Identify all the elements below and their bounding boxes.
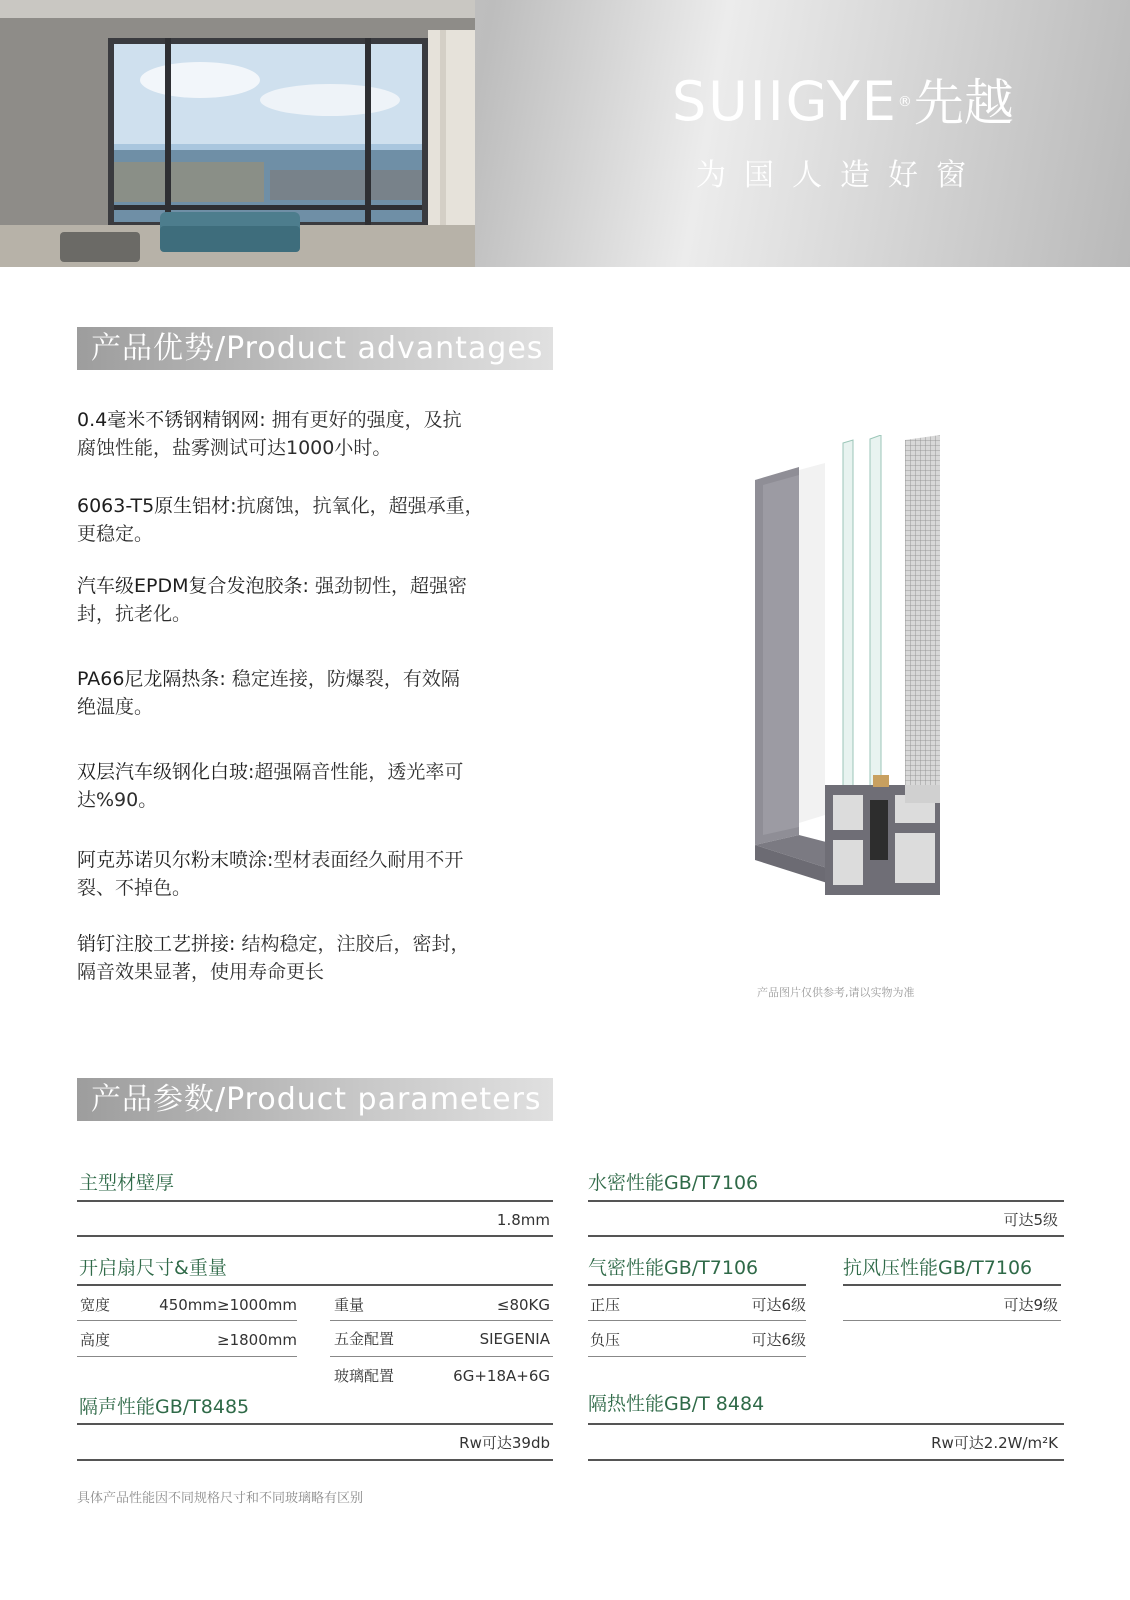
advantage-item bbox=[77, 492, 547, 548]
positive-pressure-value: 可达6级 bbox=[751, 1296, 806, 1314]
advantage-desc: 稳定连接，防爆裂，有效隔 bbox=[231, 668, 460, 690]
thermal-insulation-value: Rw可达2.2W/m²K bbox=[931, 1434, 1058, 1452]
wall-thickness-value: 1.8mm bbox=[496, 1211, 550, 1229]
hardware-label: 五金配置 bbox=[334, 1330, 395, 1348]
divider bbox=[77, 1423, 553, 1425]
advantage-desc-cont: 更稳定。 bbox=[77, 523, 154, 545]
divider bbox=[588, 1284, 806, 1286]
advantage-desc-cont: 隔音效果显著，使用寿命更长 bbox=[77, 961, 325, 983]
advantage-item bbox=[77, 758, 547, 814]
divider bbox=[330, 1320, 553, 1321]
negative-pressure-value: 可达6级 bbox=[751, 1331, 806, 1349]
sash-width-label: 宽度 bbox=[80, 1296, 111, 1314]
advantage-title: PA66尼龙隔热条: bbox=[77, 668, 226, 690]
divider bbox=[77, 1320, 297, 1321]
advantage-title: 双层汽车级钢化白玻: bbox=[77, 761, 255, 783]
image-caption: 产品图片仅供参考,请以实物为准 bbox=[757, 986, 915, 999]
divider bbox=[588, 1200, 1064, 1202]
divider bbox=[77, 1459, 553, 1461]
advantage-item bbox=[77, 846, 547, 902]
wall-thickness-label: 主型材壁厚 bbox=[79, 1172, 175, 1194]
advantage-title: 阿克苏诺贝尔粉末喷涂: bbox=[77, 849, 274, 871]
divider bbox=[588, 1235, 1064, 1237]
parameters-heading: 产品参数/Product parameters bbox=[77, 1078, 553, 1121]
advantage-desc: 超强隔音性能，透光率可 bbox=[254, 761, 464, 783]
advantage-item bbox=[77, 406, 547, 462]
hardware-value: SIEGENIA bbox=[479, 1330, 550, 1348]
water-tightness-label: 水密性能GB/T7106 bbox=[588, 1172, 759, 1194]
divider bbox=[77, 1200, 553, 1202]
divider bbox=[330, 1356, 553, 1357]
advantage-item bbox=[77, 665, 547, 721]
divider bbox=[77, 1235, 553, 1237]
glass-value: 6G+18A+6G bbox=[453, 1367, 550, 1385]
wind-pressure-label: 抗风压性能GB/T7106 bbox=[843, 1257, 1033, 1279]
advantage-desc: 拥有更好的强度，及抗 bbox=[271, 409, 462, 431]
advantage-title: 0.4毫米不锈钢精钢网: bbox=[77, 409, 266, 431]
advantage-title: 销钉注胶工艺拼接: bbox=[77, 933, 236, 955]
positive-pressure-label: 正压 bbox=[590, 1296, 621, 1314]
sound-insulation-value: Rw可达39db bbox=[459, 1434, 550, 1452]
wind-pressure-value: 可达9级 bbox=[1003, 1296, 1058, 1314]
divider bbox=[588, 1320, 806, 1321]
divider bbox=[77, 1284, 553, 1286]
divider bbox=[588, 1459, 1064, 1461]
advantage-desc: 强劲韧性，超强密 bbox=[314, 575, 467, 597]
weight-value: ≤80KG bbox=[496, 1296, 550, 1314]
sash-width-value: 450mm≥1000mm bbox=[159, 1296, 297, 1314]
negative-pressure-label: 负压 bbox=[590, 1331, 621, 1349]
divider bbox=[843, 1284, 1061, 1286]
logo-chinese: 先越 bbox=[913, 74, 1014, 132]
advantage-desc-cont: 达%90。 bbox=[77, 789, 158, 811]
advantage-item bbox=[77, 930, 547, 986]
footnote: 具体产品性能因不同规格尺寸和不同玻璃略有区别 bbox=[77, 1491, 364, 1506]
sash-height-label: 高度 bbox=[80, 1331, 111, 1349]
advantage-title: 6063-T5原生铝材: bbox=[77, 495, 237, 517]
advantage-desc: 结构稳定，注胶后，密封， bbox=[241, 933, 470, 955]
brand-slogan: 为国人造好窗 bbox=[696, 158, 984, 193]
weight-label: 重量 bbox=[334, 1296, 365, 1314]
divider bbox=[843, 1320, 1061, 1321]
advantage-desc-cont: 封，抗老化。 bbox=[77, 603, 192, 625]
sash-label: 开启扇尺寸&重量 bbox=[79, 1257, 227, 1279]
glass-label: 玻璃配置 bbox=[334, 1367, 395, 1385]
brand-logo: SUIIGYE®先越 bbox=[672, 70, 1014, 133]
water-tightness-value: 可达5级 bbox=[1003, 1211, 1058, 1229]
living-room-photo bbox=[0, 0, 475, 267]
header-banner bbox=[0, 0, 1130, 267]
window-profile-image bbox=[755, 435, 950, 915]
sound-insulation-label: 隔声性能GB/T8485 bbox=[79, 1396, 250, 1418]
air-tightness-label: 气密性能GB/T7106 bbox=[588, 1257, 759, 1279]
advantage-desc: 型材表面经久耐用不开 bbox=[273, 849, 464, 871]
advantage-title: 汽车级EPDM复合发泡胶条: bbox=[77, 575, 309, 597]
sash-height-value: ≥1800mm bbox=[217, 1331, 297, 1349]
advantage-desc: 抗腐蚀，抗氧化，超强承重， bbox=[236, 495, 484, 517]
logo-latin: SUIIGYE bbox=[672, 70, 898, 133]
advantage-desc-cont: 裂、不掉色。 bbox=[77, 877, 192, 899]
window-view-illustration bbox=[0, 0, 475, 267]
divider bbox=[77, 1356, 297, 1357]
advantage-item bbox=[77, 572, 547, 628]
thermal-insulation-label: 隔热性能GB/T 8484 bbox=[588, 1393, 765, 1415]
divider bbox=[588, 1356, 806, 1357]
advantage-desc-cont: 腐蚀性能，盐雾测试可达1000小时。 bbox=[77, 437, 392, 459]
advantage-desc-cont: 绝温度。 bbox=[77, 696, 154, 718]
advantages-heading: 产品优势/Product advantages bbox=[77, 327, 553, 370]
divider bbox=[588, 1423, 1064, 1425]
